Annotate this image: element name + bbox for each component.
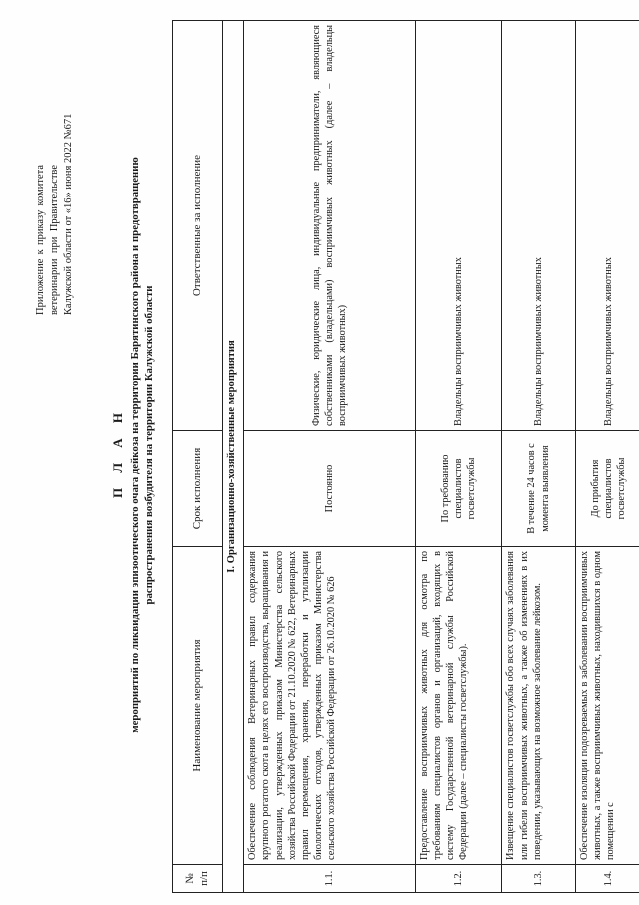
row-responsible: Владельцы восприимчивых животных	[415, 21, 502, 431]
appendix-line-1: Приложение к приказу комитета	[35, 165, 46, 315]
appendix-line-3: Калужской области от «16» июня 2022 №671	[63, 113, 74, 315]
header-name: Наименование мероприятия	[173, 547, 223, 865]
table-row	[244, 21, 416, 893]
row-measure: Обеспечение изоляции подозреваемых в заболевании восприимчивых животных, а также восприимчивых животных, находившихся в одном помещении с	[575, 547, 639, 865]
appendix-line-2: ветеринарии при Правительстве	[49, 165, 60, 315]
row-number: 1.1.	[244, 865, 416, 893]
plan-table	[172, 20, 639, 893]
row-responsible: Владельцы восприимчивых животных	[502, 21, 575, 431]
row-term: Постоянно	[244, 431, 416, 547]
header-num: № п/п	[173, 865, 223, 893]
row-responsible: Физические, юридические лица, индивидуальные предприниматели, являющиеся собственниками (владельцами) восприимчивых животных (далее – владельцы восприимчивых животных)	[244, 21, 416, 431]
document-subtitle: мероприятий по ликвидации эпизоотического очага дейкоза на территории Барятинского района и предотвращению распространения возбудителя на территории Калужской области	[129, 157, 155, 733]
row-responsible: Владельцы восприимчивых животных	[575, 21, 639, 431]
table-header-row	[173, 21, 223, 893]
row-number: 1.2.	[415, 865, 502, 893]
appendix-note	[34, 113, 76, 315]
row-term: До прибытия специалистов госветслужбы	[575, 431, 639, 547]
row-measure: Извещение специалистов госветслужбы обо всех случаях заболевания или гибели восприимчивых животных, а также об изменениях в их поведении, указывающих на возможное заболевание лейкозом.	[502, 547, 575, 865]
table-row	[415, 21, 502, 893]
document-title: П Л А Н	[110, 406, 125, 499]
section-row	[223, 21, 244, 893]
row-number: 1.4.	[575, 865, 639, 893]
row-measure: Обеспечение соблюдения Ветеринарных правил содержания крупного рогатого скота в целях его воспроизводства, выращивания и реализации, утвержденных приказом Министерства сельского хозяйства Российской Федерации от 21.10.2020 № 622, Ветеринарных правил перемещения, хранения, переработки и утилизации биологических отходов, утвержденных приказом Министерства сельского хозяйства Российской Федерации от 26.10.2020 № 626	[244, 547, 416, 865]
table-row	[502, 21, 575, 893]
row-measure: Предоставление восприимчивых животных для осмотра по требованиям специалистов органов и организаций, входящих в систему Государственной ветеринарной службы Российской Федерации (далее – специалисты госветслужбы).	[415, 547, 502, 865]
row-number: 1.3.	[502, 865, 575, 893]
header-term: Срок исполнения	[173, 431, 223, 547]
row-term: По требованию специалистов госветслужбы	[415, 431, 502, 547]
section-title: I. Организационно-хозяйственные мероприятия	[223, 21, 244, 893]
row-term: В течение 24 часов с момента выявления	[502, 431, 575, 547]
table-row	[575, 21, 639, 893]
header-responsible: Ответственные за исполнение	[173, 21, 223, 431]
